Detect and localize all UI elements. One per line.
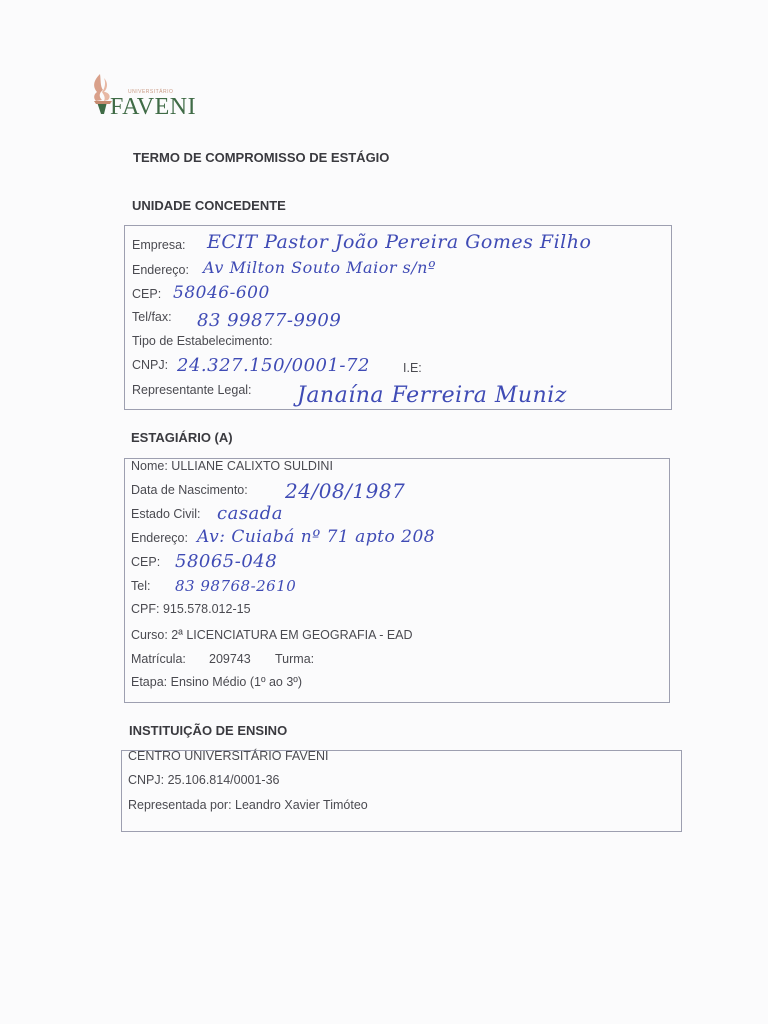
estagiario-cep-label: CEP:: [131, 555, 161, 569]
cnpj-value: 24.327.150/0001-72: [177, 355, 370, 376]
cep-label: CEP:: [132, 287, 162, 301]
matricula-label: Matrícula:: [131, 652, 186, 666]
estagiario-cpf: CPF: 915.578.012-15: [131, 602, 251, 616]
turma-label: Turma:: [275, 652, 315, 666]
tel-fax-value: 83 99877-9909: [197, 310, 342, 331]
instituicao-box: [121, 750, 682, 832]
estagiario-box: [124, 458, 670, 703]
instituicao-representada: Representada por: Leandro Xavier Timóteo: [128, 798, 368, 812]
instituicao-cnpj: CNPJ: 25.106.814/0001-36: [128, 773, 280, 787]
data-nascimento-label: Data de Nascimento:: [131, 483, 248, 497]
matricula-value: 209743: [209, 652, 251, 666]
tel-fax-label: Tel/fax:: [132, 310, 172, 324]
ie-label: I.E:: [403, 361, 422, 375]
empresa-label: Empresa:: [132, 238, 186, 252]
endereco-value: Av Milton Souto Maior s/nº: [203, 258, 436, 277]
estagiario-endereco-label: Endereço:: [131, 531, 188, 545]
section-title-estagiario: ESTAGIÁRIO (A): [131, 430, 233, 445]
faveni-logo: [88, 70, 238, 120]
estagiario-tel-label: Tel:: [131, 579, 151, 593]
estagiario-curso: Curso: 2ª LICENCIATURA EM GEOGRAFIA - EAD: [131, 628, 413, 642]
document-title: TERMO DE COMPROMISSO DE ESTÁGIO: [133, 150, 390, 165]
representante-legal-value: Janaína Ferreira Muniz: [297, 383, 567, 408]
tipo-estabelecimento-label: Tipo de Estabelecimento:: [132, 334, 273, 348]
section-title-unidade-concedente: UNIDADE CONCEDENTE: [132, 198, 286, 213]
estagiario-tel-value: 83 98768-2610: [175, 577, 297, 595]
cep-value: 58046-600: [173, 283, 270, 303]
estado-civil-label: Estado Civil:: [131, 507, 201, 521]
logo-name: FAVENI: [110, 94, 197, 120]
unidade-concedente-box: [124, 225, 672, 410]
instituicao-nome: CENTRO UNIVERSITÁRIO FAVENI: [128, 749, 329, 763]
estagiario-cep-value: 58065-048: [175, 551, 278, 572]
estagiario-etapa: Etapa: Ensino Médio (1º ao 3º): [131, 675, 303, 689]
empresa-value: ECIT Pastor João Pereira Gomes Filho: [207, 231, 592, 253]
section-title-instituicao: INSTITUIÇÃO DE ENSINO: [129, 723, 288, 738]
cnpj-label: CNPJ:: [132, 358, 169, 372]
endereco-label: Endereço:: [132, 263, 189, 277]
logo-subtitle: UNIVERSITÁRIO: [128, 89, 174, 95]
estagiario-endereco-value: Av: Cuiabá nº 71 apto 208: [197, 527, 436, 547]
estado-civil-value: casada: [217, 503, 284, 524]
data-nascimento-value: 24/08/1987: [285, 479, 406, 503]
representante-legal-label: Representante Legal:: [132, 383, 252, 397]
estagiario-nome: Nome: ULLIANE CALIXTO SULDINI: [131, 459, 333, 473]
